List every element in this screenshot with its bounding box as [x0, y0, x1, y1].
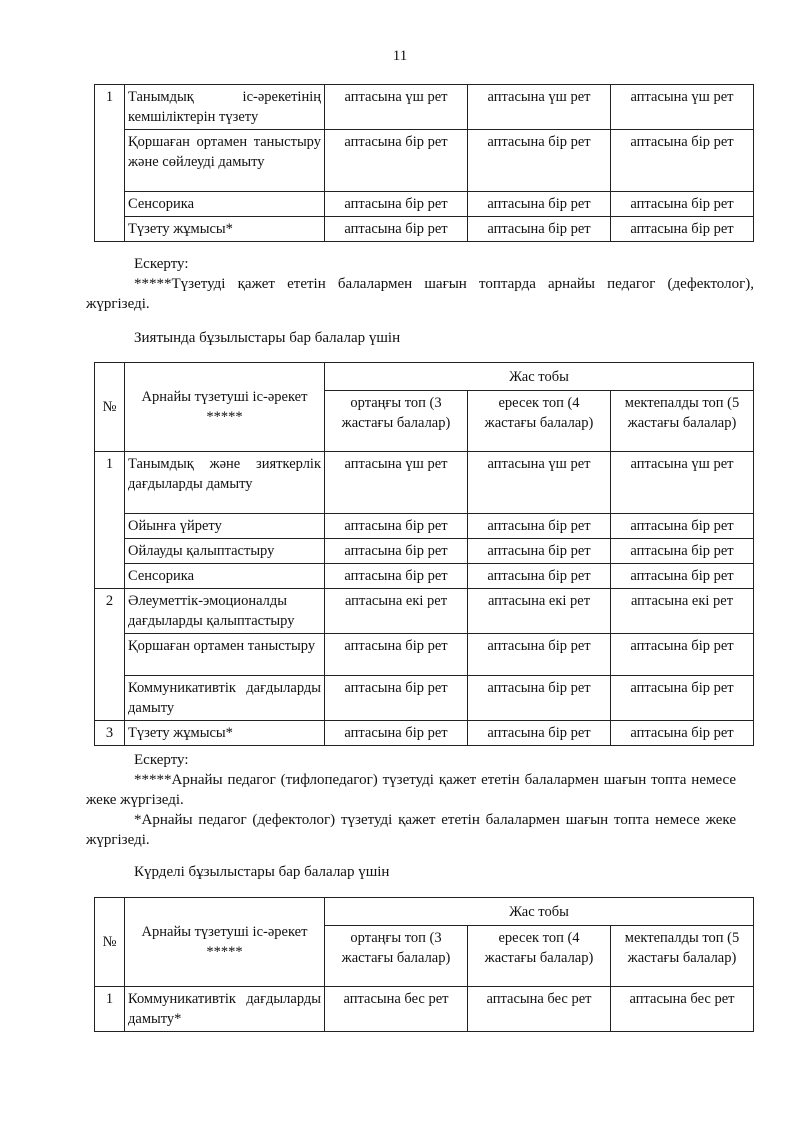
number-header: № [95, 898, 125, 987]
frequency-cell: аптасына бір рет [325, 564, 468, 589]
row-number [95, 514, 125, 539]
table-3 [94, 897, 754, 1032]
table-row [95, 721, 754, 746]
table-header-row [95, 898, 754, 926]
frequency-cell: аптасына бес рет [325, 987, 468, 1032]
frequency-cell: аптасына бес рет [468, 987, 611, 1032]
senior-group-header: ересек топ (4 жастағы балалар) [468, 391, 611, 452]
frequency-cell: аптасына екі рет [468, 589, 611, 634]
frequency-cell: аптасына бір рет [325, 130, 468, 192]
row-number: 1 [95, 85, 125, 130]
note-title: Ескерту: [134, 752, 189, 768]
frequency-cell: аптасына бір рет [468, 721, 611, 746]
table-row [95, 452, 754, 514]
activity-cell: Сенсорика [125, 192, 325, 217]
frequency-cell: аптасына бір рет [468, 564, 611, 589]
row-number [95, 217, 125, 242]
activity-cell: Түзету жұмысы* [125, 721, 325, 746]
senior-group-header: ересек топ (4 жастағы балалар) [468, 926, 611, 987]
frequency-cell: аптасына бір рет [611, 676, 754, 721]
frequency-cell: аптасына бір рет [611, 192, 754, 217]
table-row [95, 634, 754, 676]
frequency-cell: аптасына бір рет [611, 634, 754, 676]
activity-cell: Ойынға үйрету [125, 514, 325, 539]
age-group-header: Жас тобы [325, 898, 754, 926]
frequency-cell: аптасына бір рет [325, 676, 468, 721]
table-header-row [95, 363, 754, 391]
table-row [95, 130, 754, 192]
table-row [95, 514, 754, 539]
frequency-cell: аптасына бір рет [611, 514, 754, 539]
section-title: Күрделі бұзылыстары бар балалар үшін [134, 864, 390, 880]
frequency-cell: аптасына бір рет [611, 721, 754, 746]
row-number [95, 539, 125, 564]
activity-cell: Танымдық және зияткерлік дағдыларды дамыту [125, 452, 325, 514]
frequency-cell: аптасына бір рет [468, 217, 611, 242]
activity-cell: Қоршаған ортамен таныстыру және сөйлеуді дамыту [125, 130, 325, 192]
table-1 [94, 84, 754, 242]
activity-header: Арнайы түзетуші іс-әрекет ***** [125, 363, 325, 452]
frequency-cell: аптасына бір рет [611, 539, 754, 564]
frequency-cell: аптасына бір рет [468, 539, 611, 564]
table-row [95, 987, 754, 1032]
frequency-cell: аптасына үш рет [611, 85, 754, 130]
middle-group-header: ортаңғы топ (3 жастағы балалар) [325, 926, 468, 987]
frequency-cell: аптасына екі рет [611, 589, 754, 634]
number-header: № [95, 363, 125, 452]
frequency-cell: аптасына бір рет [468, 514, 611, 539]
row-number: 2 [95, 589, 125, 634]
table-row [95, 85, 754, 130]
row-number [95, 676, 125, 721]
frequency-cell: аптасына бір рет [468, 130, 611, 192]
frequency-cell: аптасына бір рет [468, 192, 611, 217]
frequency-cell: аптасына үш рет [468, 452, 611, 514]
note-title: Ескерту: [134, 256, 189, 272]
note-2 [86, 750, 736, 850]
section-title: Зиятында бұзылыстары бар балалар үшін [134, 330, 401, 346]
note-text: *****Арнайы педагог (тифлопедагог) түзетуді қажет ететін балалармен шағын топта немесе жеке жүргізеді. [86, 772, 736, 808]
frequency-cell: аптасына бір рет [468, 634, 611, 676]
table-row [95, 192, 754, 217]
preschool-group-header: мектепалды топ (5 жастағы балалар) [611, 926, 754, 987]
table-row [95, 676, 754, 721]
row-number: 1 [95, 452, 125, 514]
row-number [95, 130, 125, 192]
preschool-group-header: мектепалды топ (5 жастағы балалар) [611, 391, 754, 452]
frequency-cell: аптасына бір рет [325, 539, 468, 564]
table-row [95, 564, 754, 589]
table-row [95, 539, 754, 564]
note-1 [86, 254, 754, 314]
frequency-cell: аптасына бір рет [325, 192, 468, 217]
row-number [95, 634, 125, 676]
page-number: 11 [392, 48, 408, 64]
row-number [95, 564, 125, 589]
activity-cell: Танымдық іс-әрекетінің кемшіліктерін түзету [125, 85, 325, 130]
frequency-cell: аптасына бір рет [325, 721, 468, 746]
frequency-cell: аптасына бір рет [468, 676, 611, 721]
activity-cell: Сенсорика [125, 564, 325, 589]
age-group-header: Жас тобы [325, 363, 754, 391]
frequency-cell: аптасына бір рет [611, 217, 754, 242]
frequency-cell: аптасына үш рет [325, 85, 468, 130]
row-number [95, 192, 125, 217]
frequency-cell: аптасына бір рет [611, 564, 754, 589]
activity-cell: Қоршаған ортамен таныстыру [125, 634, 325, 676]
frequency-cell: аптасына екі рет [325, 589, 468, 634]
activity-cell: Түзету жұмысы* [125, 217, 325, 242]
frequency-cell: аптасына үш рет [468, 85, 611, 130]
activity-cell: Әлеуметтік-эмоционалды дағдыларды қалыптастыру [125, 589, 325, 634]
frequency-cell: аптасына бір рет [325, 634, 468, 676]
frequency-cell: аптасына бір рет [325, 514, 468, 539]
note-text: *****Түзетуді қажет ететін балалармен шағын топтарда арнайы педагог (дефектолог), жүргізеді. [86, 276, 754, 312]
note-text: *Арнайы педагог (дефектолог) түзетуді қажет ететін балалармен шағын топта немесе жеке жүргізеді. [86, 812, 736, 848]
frequency-cell: аптасына үш рет [611, 452, 754, 514]
table-row [95, 589, 754, 634]
activity-cell: Ойлауды қалыптастыру [125, 539, 325, 564]
table-2 [94, 362, 754, 746]
frequency-cell: аптасына бір рет [611, 130, 754, 192]
table-row [95, 217, 754, 242]
row-number: 1 [95, 987, 125, 1032]
row-number: 3 [95, 721, 125, 746]
activity-header: Арнайы түзетуші іс-әрекет ***** [125, 898, 325, 987]
frequency-cell: аптасына бір рет [325, 217, 468, 242]
frequency-cell: аптасына үш рет [325, 452, 468, 514]
middle-group-header: ортаңғы топ (3 жастағы балалар) [325, 391, 468, 452]
activity-cell: Коммуникативтік дағдыларды дамыту [125, 676, 325, 721]
frequency-cell: аптасына бес рет [611, 987, 754, 1032]
activity-cell: Коммуникативтік дағдыларды дамыту* [125, 987, 325, 1032]
